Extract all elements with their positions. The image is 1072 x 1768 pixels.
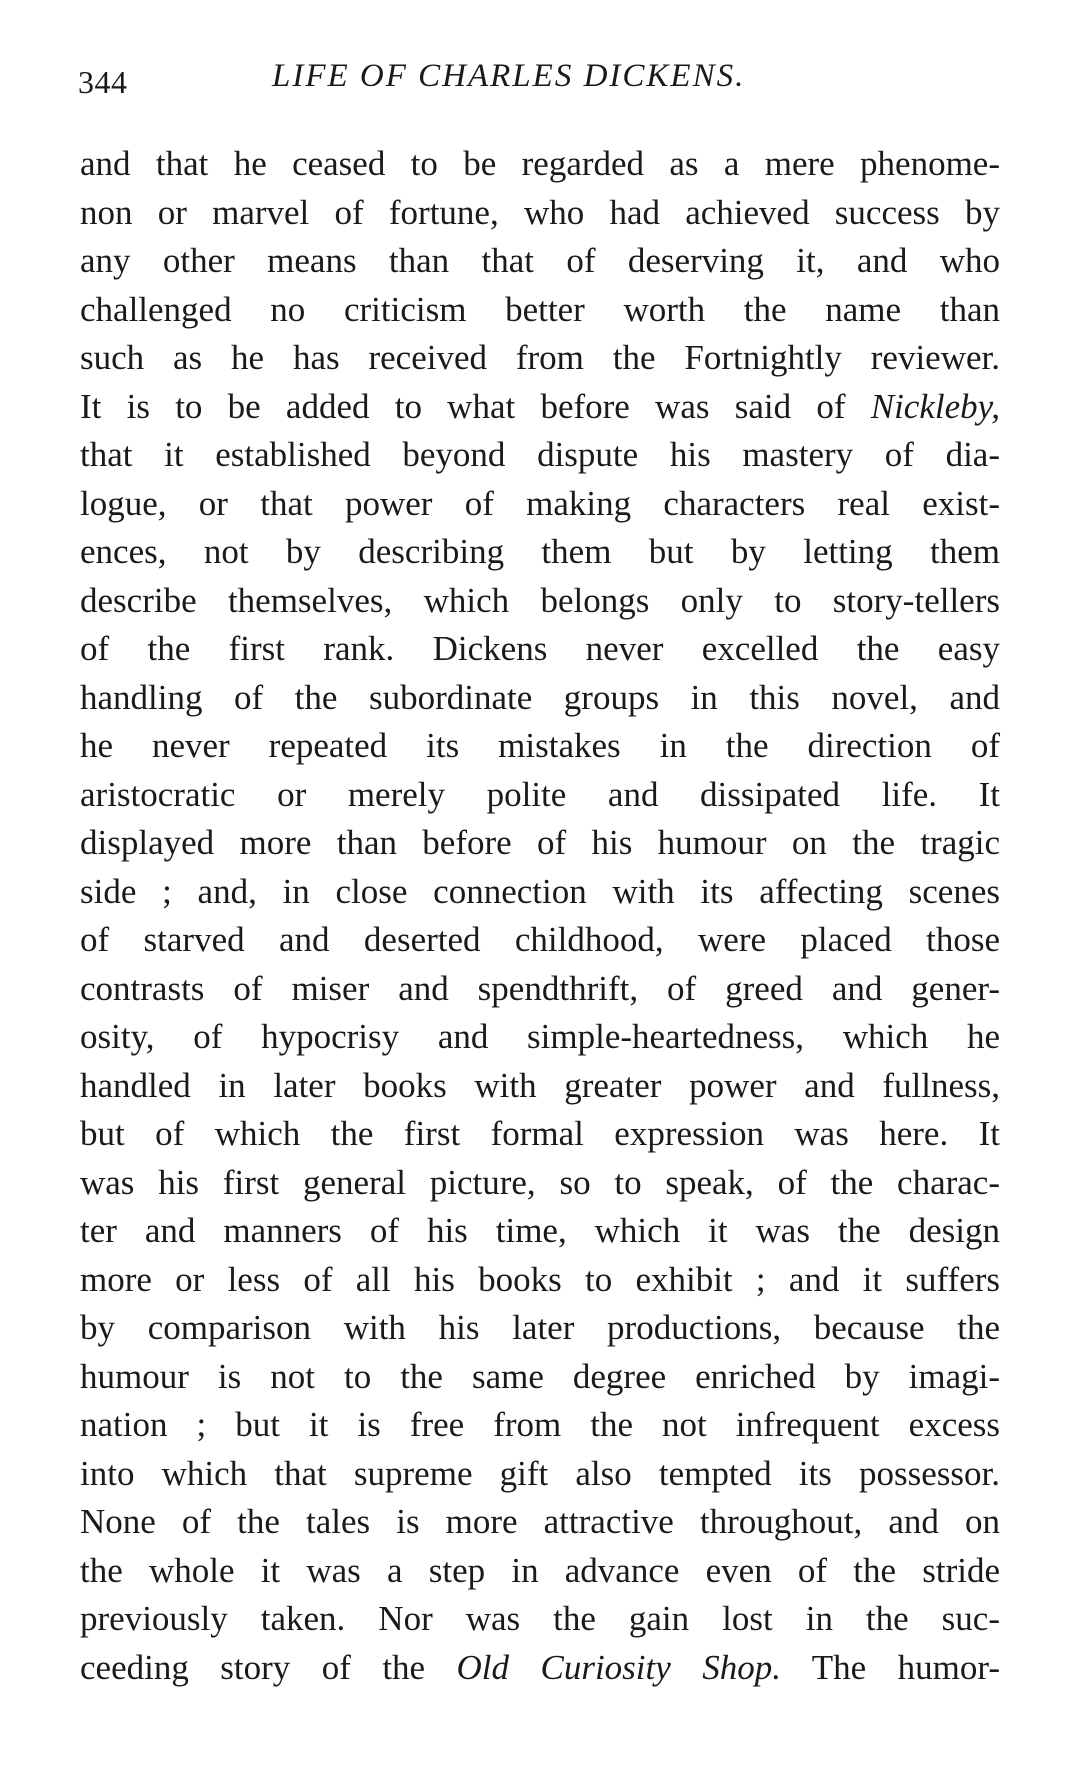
text-line bbox=[80, 819, 1000, 868]
text-line bbox=[80, 1207, 1000, 1256]
line-text: aristocratic or merely polite and dissipated life. It bbox=[80, 774, 1000, 814]
text-line bbox=[80, 771, 1000, 820]
line-text: contrasts of miser and spendthrift, of greed and gener- bbox=[80, 968, 1000, 1008]
text-line bbox=[80, 431, 1000, 480]
line-text: more or less of all his books to exhibit ; and it suffers bbox=[80, 1259, 1000, 1299]
text-line bbox=[80, 577, 1000, 626]
text-line bbox=[80, 1450, 1000, 1499]
text-line bbox=[80, 237, 1000, 286]
line-text: handled in later books with greater power and fullness, bbox=[80, 1065, 1000, 1105]
line-text: None of the tales is more attractive throughout, and on bbox=[80, 1502, 1000, 1541]
text-line bbox=[80, 625, 1000, 674]
line-text: challenged no criticism better worth the name than bbox=[80, 289, 1000, 329]
text-line bbox=[80, 1595, 1000, 1644]
text-line bbox=[80, 965, 1000, 1014]
line-text: ceeding story of the bbox=[80, 1647, 457, 1687]
line-text: describe themselves, which belongs only to story-tellers bbox=[80, 580, 1000, 620]
italic-title-old-curiosity-shop: Old Curiosity Shop. bbox=[456, 1647, 781, 1687]
line-text: non or marvel of fortune, who had achieved success by bbox=[80, 192, 1000, 232]
text-line bbox=[80, 1013, 1000, 1062]
line-text: the whole it was a step in advance even of the stride bbox=[80, 1550, 1000, 1590]
text-line bbox=[80, 189, 1000, 238]
running-head bbox=[78, 58, 996, 108]
text-line bbox=[80, 383, 1000, 432]
page-number: 344 bbox=[78, 64, 128, 100]
line-text: osity, of hypocrisy and simple-heartedness, which he bbox=[80, 1017, 1000, 1056]
line-text: was his first general picture, so to speak, of the charac- bbox=[80, 1162, 1000, 1202]
text-line bbox=[80, 1304, 1000, 1353]
text-line bbox=[80, 1401, 1000, 1450]
line-text: It is to be added to what before was said of bbox=[80, 386, 871, 426]
text-line bbox=[80, 1498, 1000, 1547]
line-text: handling of the subordinate groups in this novel, and bbox=[80, 677, 1000, 717]
line-text: previously taken. Nor was the gain lost in the suc- bbox=[80, 1599, 1000, 1638]
line-text: of the first rank. Dickens never excelled the easy bbox=[80, 629, 1000, 668]
text-line bbox=[80, 1353, 1000, 1402]
line-text: nation ; but it is free from the not infrequent excess bbox=[80, 1405, 1000, 1444]
text-line bbox=[80, 1062, 1000, 1111]
text-line bbox=[80, 916, 1000, 965]
line-text: but of which the first formal expression was here. It bbox=[80, 1114, 1000, 1153]
text-line bbox=[80, 674, 1000, 723]
line-text: that it established beyond dispute his mastery of dia- bbox=[80, 435, 1000, 474]
line-text: he never repeated its mistakes in the direction of bbox=[80, 726, 1000, 765]
line-text: displayed more than before of his humour on the tragic bbox=[80, 823, 1000, 862]
line-text: of starved and deserted childhood, were placed those bbox=[80, 920, 1000, 959]
text-line bbox=[80, 868, 1000, 917]
line-text: into which that supreme gift also tempted its possessor. bbox=[80, 1453, 1000, 1493]
line-text: such as he has received from the Fortnightly reviewer. bbox=[80, 338, 1000, 377]
line-text: The humor- bbox=[780, 1647, 1000, 1687]
text-line bbox=[80, 1159, 1000, 1208]
text-line bbox=[80, 480, 1000, 529]
text-line bbox=[80, 334, 1000, 383]
running-title: LIFE OF CHARLES DICKENS. bbox=[272, 58, 746, 94]
text-line bbox=[80, 1256, 1000, 1305]
text-line bbox=[80, 1644, 1000, 1693]
text-line bbox=[80, 140, 1000, 189]
line-text: ter and manners of his time, which it was the design bbox=[80, 1211, 1000, 1250]
body-text bbox=[80, 140, 1000, 1692]
text-line bbox=[80, 286, 1000, 335]
line-text: logue, or that power of making characters real exist- bbox=[80, 483, 1000, 523]
text-line bbox=[80, 1547, 1000, 1596]
line-text: side ; and, in close connection with its affecting scenes bbox=[80, 871, 1000, 911]
text-line bbox=[80, 722, 1000, 771]
text-line bbox=[80, 528, 1000, 577]
italic-title-nickleby: Nickleby, bbox=[870, 386, 1000, 426]
line-text: humour is not to the same degree enriched by imagi- bbox=[80, 1356, 1000, 1396]
text-line bbox=[80, 1110, 1000, 1159]
line-text: ences, not by describing them but by letting them bbox=[80, 532, 1000, 571]
line-text: and that he ceased to be regarded as a mere phenome- bbox=[80, 144, 1000, 183]
line-text: by comparison with his later productions, because the bbox=[80, 1308, 1000, 1347]
line-text: any other means than that of deserving it, and who bbox=[80, 241, 1000, 280]
